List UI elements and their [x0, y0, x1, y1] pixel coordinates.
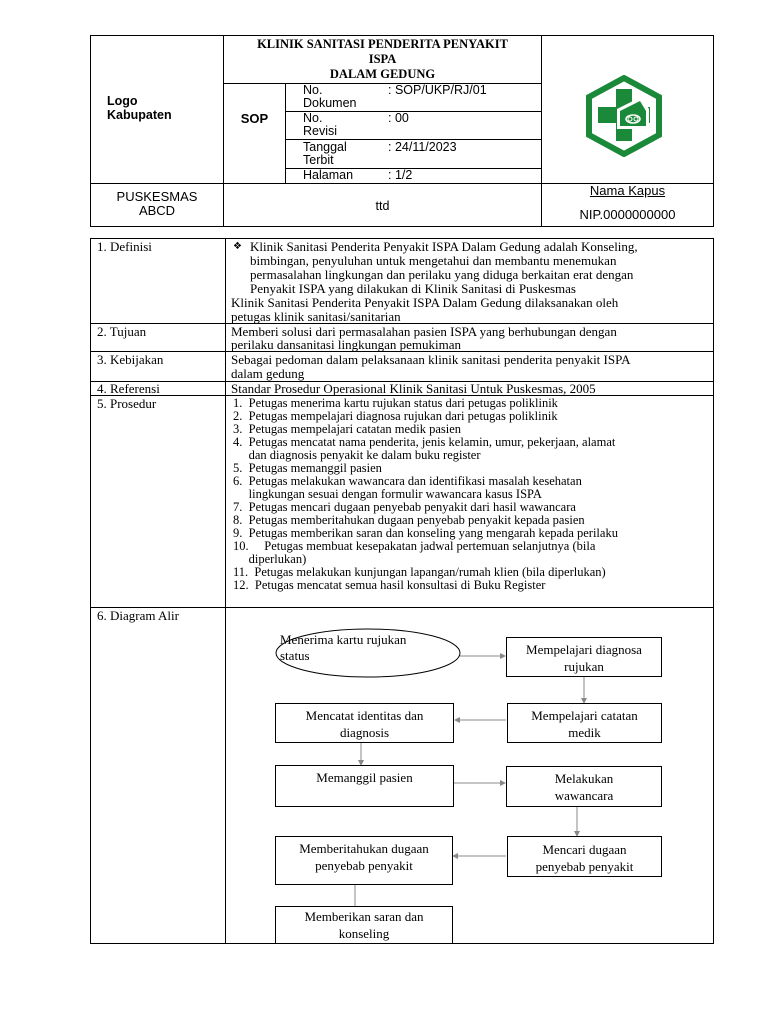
label-tujuan: 2. Tujuan [97, 324, 147, 339]
tujuan-line: perilaku dansanitasi lingkungan pemukiman [231, 337, 461, 352]
flow-node-memberikan-saran: Memberikan saran dan konseling [275, 906, 453, 944]
prosedur-step: 9. Petugas memberikan saran dan konseling yang mengarah kepada perilaku [233, 526, 618, 540]
definisi-line: permasalahan lingkungan dan perilaku yang diduga berkaitan erat dengan [250, 267, 634, 282]
prosedur-step: 6. Petugas melakukan wawancara dan identifikasi masalah kesehatan [233, 474, 582, 488]
kebijakan-line: Sebagai pedoman dalam pelaksanaan klinik sanitasi penderita penyakit ISPA [231, 352, 631, 367]
meta-label-tanggal: Tanggal Terbit [303, 140, 347, 167]
flow-node-mempelajari-catatan: Mempelajari catatan medik [507, 703, 662, 743]
signature-ttd: ttd [375, 199, 390, 213]
meta-value-revisi: : 00 [388, 111, 409, 125]
definisi-bullet-icon: ❖ [233, 241, 242, 252]
puskesmas-name: PUSKESMAS ABCD [116, 189, 198, 218]
flow-node-mempelajari-diagnosa: Mempelajari diagnosa rujukan [506, 637, 662, 677]
label-referensi: 4. Referensi [97, 381, 160, 396]
kapus-nip: NIP.0000000000 [579, 207, 676, 222]
flow-node-memberitahukan: Memberitahukan dugaan penyebab penyakit [275, 836, 453, 885]
prosedur-step: 4. Petugas mencatat nama penderita, jenis kelamin, umur, pekerjaan, alamat [233, 435, 616, 449]
meta-value-tanggal: : 24/11/2023 [388, 140, 457, 154]
flow-node-mencari-dugaan: Mencari dugaan penyebab penyakit [507, 836, 662, 877]
prosedur-step: 7. Petugas mencari dugaan penyebab penyakit dari hasil wawancara [233, 500, 576, 514]
prosedur-step: 2. Petugas mempelajari diagnosa rujukan dari petugas poliklinik [233, 409, 558, 423]
prosedur-step: 8. Petugas memberitahukan dugaan penyebab penyakit kepada pasien [233, 513, 585, 527]
prosedur-step: lingkungan sesuai dengan formulir wawancara kasus ISPA [233, 487, 542, 501]
kebijakan-line: dalam gedung [231, 366, 305, 381]
logo-placeholder: Logo Kabupaten [107, 94, 172, 122]
title-line-1: KLINIK SANITASI PENDERITA PENYAKIT [257, 37, 508, 51]
prosedur-step: 5. Petugas memanggil pasien [233, 461, 382, 475]
prosedur-step: diperlukan) [233, 552, 307, 566]
prosedur-step: dan diagnosis penyakit ke dalam buku register [233, 448, 481, 462]
meta-value-halaman: : 1/2 [388, 168, 413, 182]
prosedur-step: 12. Petugas mencatat semua hasil konsultasi di Buku Register [233, 578, 546, 592]
definisi-extra-line: petugas klinik sanitasi/sanitarian [231, 309, 401, 324]
title-line-3: DALAM GEDUNG [329, 67, 436, 81]
meta-label-halaman: Halaman [303, 168, 354, 182]
definisi-line: Penyakit ISPA yang dilakukan di Klinik Sanitasi di Puskesmas [250, 281, 576, 296]
kapus-name: Nama Kapus [589, 183, 666, 198]
label-definisi: 1. Definisi [97, 239, 152, 254]
flow-node-start: Menerima kartu rujukan status [280, 632, 407, 663]
label-diagram-alir: 6. Diagram Alir [97, 608, 179, 623]
meta-value-dokumen: : SOP/UKP/RJ/01 [388, 83, 487, 97]
label-prosedur: 5. Prosedur [97, 396, 157, 411]
meta-label-revisi: No. Revisi [303, 111, 338, 138]
sop-label: SOP [240, 111, 269, 126]
tujuan-line: Memberi solusi dari permasalahan pasien ISPA yang berhubungan dengan [231, 324, 617, 339]
label-kebijakan: 3. Kebijakan [97, 352, 164, 367]
prosedur-step: 11. Petugas melakukan kunjungan lapangan/rumah klien (bila diperlukan) [233, 565, 606, 579]
flow-node-memanggil-pasien: Memanggil pasien [275, 765, 454, 807]
referensi-text: Standar Prosedur Operasional Klinik Sanitasi Untuk Puskesmas, 2005 [231, 381, 596, 396]
meta-label-dokumen: No. Dokumen [303, 83, 357, 110]
prosedur-step: 10. Petugas membuat kesepakatan jadwal pertemuan selanjutnya (bila [233, 539, 596, 553]
flow-node-melakukan-wawancara: Melakukan wawancara [506, 766, 662, 807]
prosedur-step: 3. Petugas mempelajari catatan medik pasien [233, 422, 462, 436]
title-line-2: ISPA [368, 52, 397, 66]
definisi-extra-line: Klinik Sanitasi Penderita Penyakit ISPA Dalam Gedung dilaksanakan oleh [231, 295, 619, 310]
flow-node-mencatat-identitas: Mencatat identitas dan diagnosis [275, 703, 454, 743]
prosedur-step: 1. Petugas menerima kartu rujukan status dari petugas poliklinik [233, 396, 558, 410]
definisi-line: Klinik Sanitasi Penderita Penyakit ISPA Dalam Gedung adalah Konseling, [250, 239, 638, 254]
definisi-line: bimbingan, penyuluhan untuk mengetahui dan membantu menemukan [250, 253, 617, 268]
